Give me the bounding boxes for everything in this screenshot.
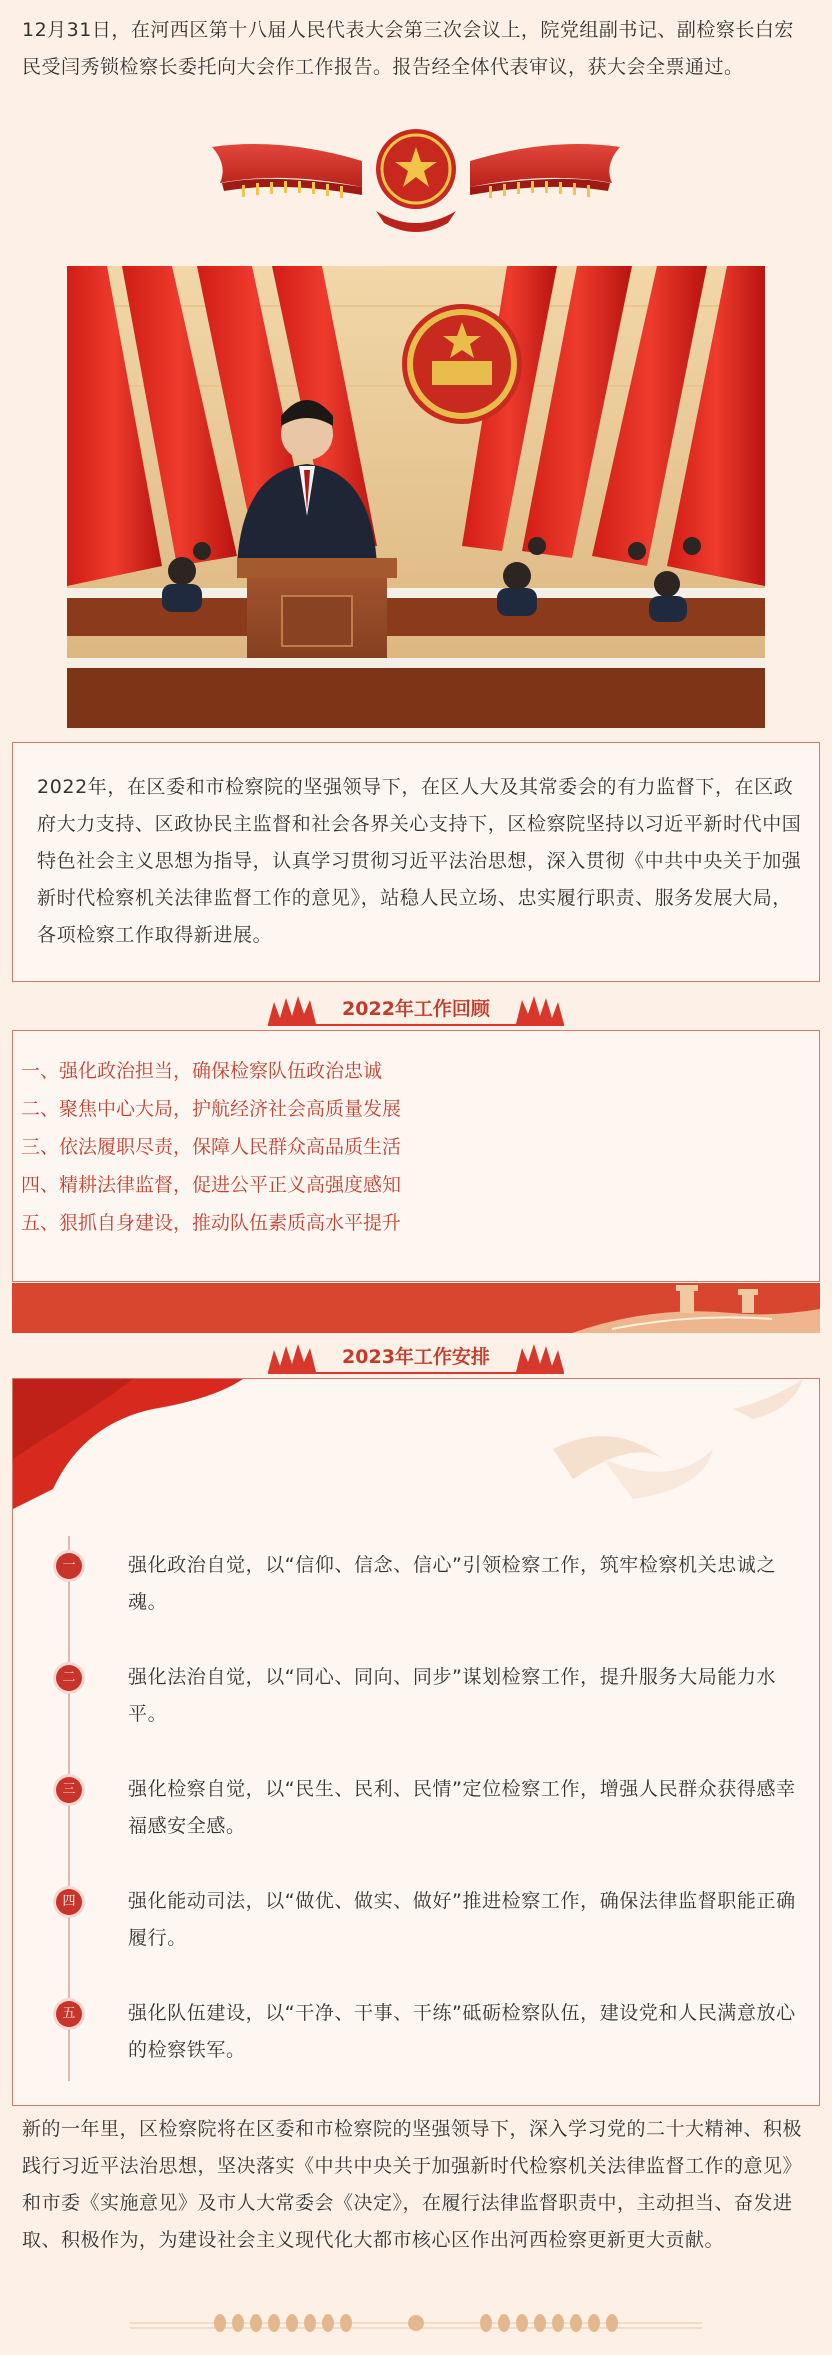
summary-paragraph: 2022年，在区委和市检察院的坚强领导下，在区人大及其常委会的有力监督下，在区政府大力支持、区政协民主监督和社会各界关心支持下，区检察院坚持以习近平新时代中国特色社会主义思想为指导，认真学习贯彻习近平法治思想，深入贯彻《中共中央关于加强新时代检察机关法律监督工作的意见》，站稳人民立场、忠实履行职责、服务发展大局，各项检察工作取得新进展。	[37, 776, 802, 946]
plan-badge-5: 五	[56, 2001, 82, 2027]
footer-divider-ornament	[130, 2308, 702, 2338]
flag-and-doves-ornament	[13, 1379, 820, 1529]
ribbon-banner-ornament	[212, 125, 620, 235]
congress-hall-photo	[67, 266, 765, 728]
section-header-review	[268, 992, 564, 1028]
plan-item-4: 强化能动司法，以“做优、做实、做好”推进检察工作，确保法律监督职能正确履行。	[128, 1890, 796, 1949]
plan-item-3: 强化检察自觉，以“民生、民利、民情”定位检察工作，增强人民群众获得感幸福感安全感。	[128, 1778, 796, 1837]
review-item-2: 二、聚焦中心大局，护航经济社会高质量发展	[21, 1098, 402, 1120]
review-title: 2022年工作回顾	[342, 998, 490, 1020]
timeline-line	[68, 1536, 70, 2081]
plan-item-2: 强化法治自觉，以“同心、同向、同步”谋划检察工作，提升服务大局能力水平。	[128, 1666, 777, 1725]
plan-box	[12, 1378, 820, 2106]
review-item-3: 三、依法履职尽责，保障人民群众高品质生活	[21, 1136, 402, 1158]
review-box	[12, 1030, 820, 1282]
plan-badge-1: 一	[56, 1553, 82, 1579]
great-wall-band-ornament	[12, 1283, 820, 1333]
plan-title: 2023年工作安排	[342, 1346, 490, 1368]
summary-box	[12, 742, 820, 982]
section-header-plan	[268, 1340, 564, 1376]
plan-badge-3: 三	[56, 1777, 82, 1803]
review-item-1: 一、强化政治担当，确保检察队伍政治忠诚	[21, 1060, 383, 1082]
plan-badge-2: 二	[56, 1665, 82, 1691]
intro-paragraph: 12月31日，在河西区第十八届人民代表大会第三次会议上，院党组副书记、副检察长白宏民受闫秀锁检察长委托向大会作工作报告。报告经全体代表审议，获大会全票通过。	[22, 19, 794, 78]
plan-item-1: 强化政治自觉，以“信仰、信念、信心”引领检察工作，筑牢检察机关忠诚之魂。	[128, 1554, 777, 1613]
review-item-5: 五、狠抓自身建设，推动队伍素质高水平提升	[21, 1212, 402, 1234]
review-item-4: 四、精耕法律监督，促进公平正义高强度感知	[21, 1174, 402, 1196]
plan-item-5: 强化队伍建设，以“干净、干事、干练”砥砺检察队伍，建设党和人民满意放心的检察铁军。	[128, 2002, 796, 2061]
closing-paragraph: 新的一年里，区检察院将在区委和市检察院的坚强领导下，深入学习党的二十大精神、积极践行习近平法治思想，坚决落实《中共中央关于加强新时代检察机关法律监督工作的意见》和市委《实施意见》及市人大常委会《决定》，在履行法律监督职责中，主动担当、奋发进取、积极作为，为建设社会主义现代化大都市核心区作出河西检察更新更大贡献。	[22, 2118, 803, 2251]
plan-badge-4: 四	[56, 1889, 82, 1915]
